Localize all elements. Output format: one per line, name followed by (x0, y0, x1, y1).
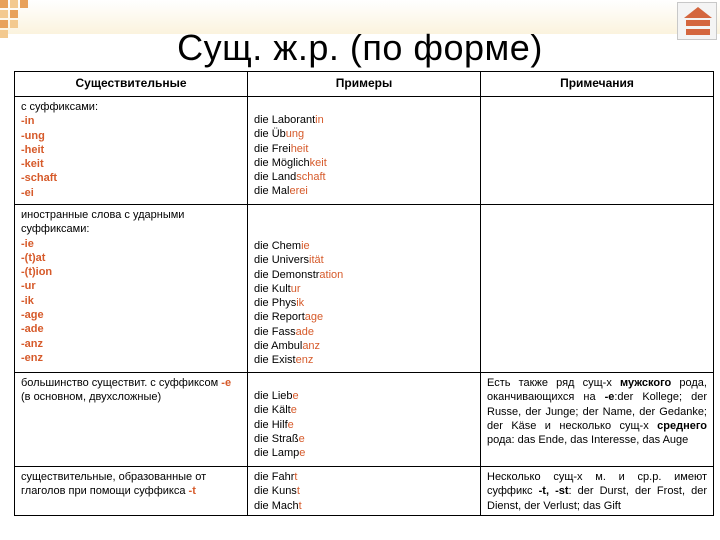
example-suffix: ade (295, 325, 314, 338)
note-cell (481, 205, 714, 373)
description-text: существительные, образованные от глаголов при помощи суффикса (21, 471, 207, 498)
example-stem: die Report (254, 311, 305, 324)
table-row (15, 205, 714, 373)
example-suffix: in (315, 114, 324, 126)
example-word (254, 470, 474, 484)
noun-description: с суффиксами: (21, 101, 98, 113)
example-suffix: t (296, 485, 300, 498)
column-header-nouns: Существительные (15, 72, 248, 97)
example-word (254, 127, 474, 141)
example-word (254, 142, 474, 156)
example-stem: die Hilf (254, 418, 288, 431)
noun-cell (15, 467, 248, 516)
example-stem: die Exist (254, 354, 296, 367)
column-header-examples: Примеры (248, 72, 481, 97)
example-stem: die Straß (254, 432, 299, 445)
note-emphasis: среднего (657, 419, 707, 432)
column-header-notes: Примечания (481, 72, 714, 97)
example-word (254, 432, 474, 446)
example-word (254, 484, 474, 498)
example-suffix: ie (301, 240, 310, 252)
note-segment: рода, оканчивающихся на (487, 377, 707, 404)
example-suffix: t (298, 499, 302, 512)
suffix-item: -keit (21, 158, 44, 171)
note-emphasis: мужского (619, 377, 672, 389)
example-suffix: enz (295, 354, 314, 367)
description-text: (в основном, двухсложные) (21, 391, 162, 404)
example-word (254, 268, 474, 282)
table-row (15, 373, 714, 467)
example-stem: die Üb (254, 128, 286, 141)
example-stem: die Phys (254, 297, 297, 310)
example-word (254, 418, 474, 432)
example-suffix: erei (289, 185, 308, 198)
example-word (254, 184, 474, 198)
example-word (254, 253, 474, 267)
example-stem: die Lamp (254, 447, 300, 460)
example-stem: die Land (254, 171, 297, 184)
table-row (15, 467, 714, 516)
example-suffix: t (294, 471, 298, 483)
suffix-item: -(t)ion (21, 266, 53, 279)
example-suffix: e (290, 404, 297, 417)
example-word (254, 239, 474, 253)
example-word (254, 446, 474, 460)
suffix-item: -ade (21, 323, 44, 336)
example-stem: die Mal (254, 185, 290, 198)
example-word (254, 156, 474, 170)
suffix-item: -in (21, 115, 35, 128)
example-word (254, 170, 474, 184)
example-suffix: e (299, 447, 306, 460)
noun-cell (15, 205, 248, 373)
example-suffix: keit (309, 156, 327, 169)
suffix-item: -ie (21, 237, 34, 250)
example-stem: die Ambul (254, 340, 303, 353)
note-cell (481, 97, 714, 205)
example-suffix: e (298, 432, 305, 445)
example-word (254, 113, 474, 127)
example-stem: die Chem (254, 240, 302, 252)
description-text: большинство существит. с суффиксом (21, 377, 222, 389)
example-suffix: anz (302, 340, 321, 353)
example-suffix: ität (309, 254, 324, 267)
suffix-item: -anz (21, 337, 43, 350)
grammar-table (14, 71, 714, 516)
suffix-item: -ur (21, 280, 36, 293)
example-word (254, 325, 474, 339)
noun-description (21, 470, 241, 499)
table-header-row (15, 72, 714, 97)
example-suffix: ung (285, 128, 305, 141)
example-word (254, 499, 474, 513)
example-stem: die Lieb (254, 390, 293, 402)
note-segment: Есть также ряд сущ-х (487, 377, 620, 389)
example-stem: die Fass (254, 325, 296, 338)
example-word (254, 282, 474, 296)
example-word (254, 353, 474, 367)
example-suffix: schaft (296, 171, 326, 184)
example-word (254, 296, 474, 310)
example-suffix: e (287, 418, 294, 431)
suffix-item: -heit (21, 143, 45, 156)
noun-cell (15, 373, 248, 467)
example-stem: die Laborant (254, 114, 316, 126)
example-stem: die Mach (254, 499, 299, 512)
example-stem: die Univers (254, 254, 310, 267)
example-stem: die Fahr (254, 471, 295, 483)
suffix-item: -ei (21, 186, 34, 199)
slide-title: Сущ. ж.р. (по форме) (177, 27, 543, 68)
note-text (487, 376, 707, 447)
suffix-text: -t (188, 485, 196, 498)
noun-cell (15, 97, 248, 205)
note-segment: : der Durst, der Frost, der Dienst, der Verlust; das Gift (487, 485, 707, 512)
suffix-item: -schaft (21, 172, 58, 185)
note-text (487, 470, 707, 513)
suffix-item: -ik (21, 294, 34, 307)
example-stem: die Kält (254, 404, 291, 417)
noun-description (21, 376, 241, 405)
note-emphasis: -e (604, 391, 615, 404)
suffix-item: -age (21, 309, 44, 322)
suffix-item: -ung (21, 129, 45, 142)
suffix-text: -е (221, 377, 232, 389)
examples-cell (248, 467, 481, 516)
note-cell (481, 373, 714, 467)
example-suffix: age (304, 311, 324, 324)
noun-description: иностранные слова с ударными суффиксами: (21, 209, 185, 236)
example-stem: die Kuns (254, 485, 297, 498)
note-segment: :der Kollege; der Russe, der Junge; der Name, der Gedanke; der Käse и несколько сущ-х (487, 391, 707, 432)
example-suffix: ation (319, 268, 344, 281)
note-segment: рода: das Ende, das Interesse, das Auge (487, 434, 689, 447)
example-stem: die Möglich (254, 156, 310, 169)
note-emphasis: -t, -st (538, 485, 569, 498)
example-word (254, 310, 474, 324)
note-cell (481, 467, 714, 516)
example-word (254, 339, 474, 353)
example-suffix: e (292, 390, 299, 402)
table-row (15, 97, 714, 205)
suffix-item: -enz (21, 351, 43, 364)
examples-cell (248, 373, 481, 467)
example-suffix: ur (290, 282, 301, 295)
example-stem: die Frei (254, 142, 291, 155)
example-suffix: heit (290, 142, 309, 155)
example-suffix: ik (296, 297, 305, 310)
example-stem: die Demonstr (254, 268, 320, 281)
examples-cell (248, 205, 481, 373)
example-stem: die Kult (254, 282, 291, 295)
suffix-item: -(t)at (21, 251, 46, 264)
example-word (254, 403, 474, 417)
example-word (254, 389, 474, 403)
note-segment: Несколько сущ-х м. и ср.р. имеют суффикс (487, 471, 707, 498)
examples-cell (248, 97, 481, 205)
